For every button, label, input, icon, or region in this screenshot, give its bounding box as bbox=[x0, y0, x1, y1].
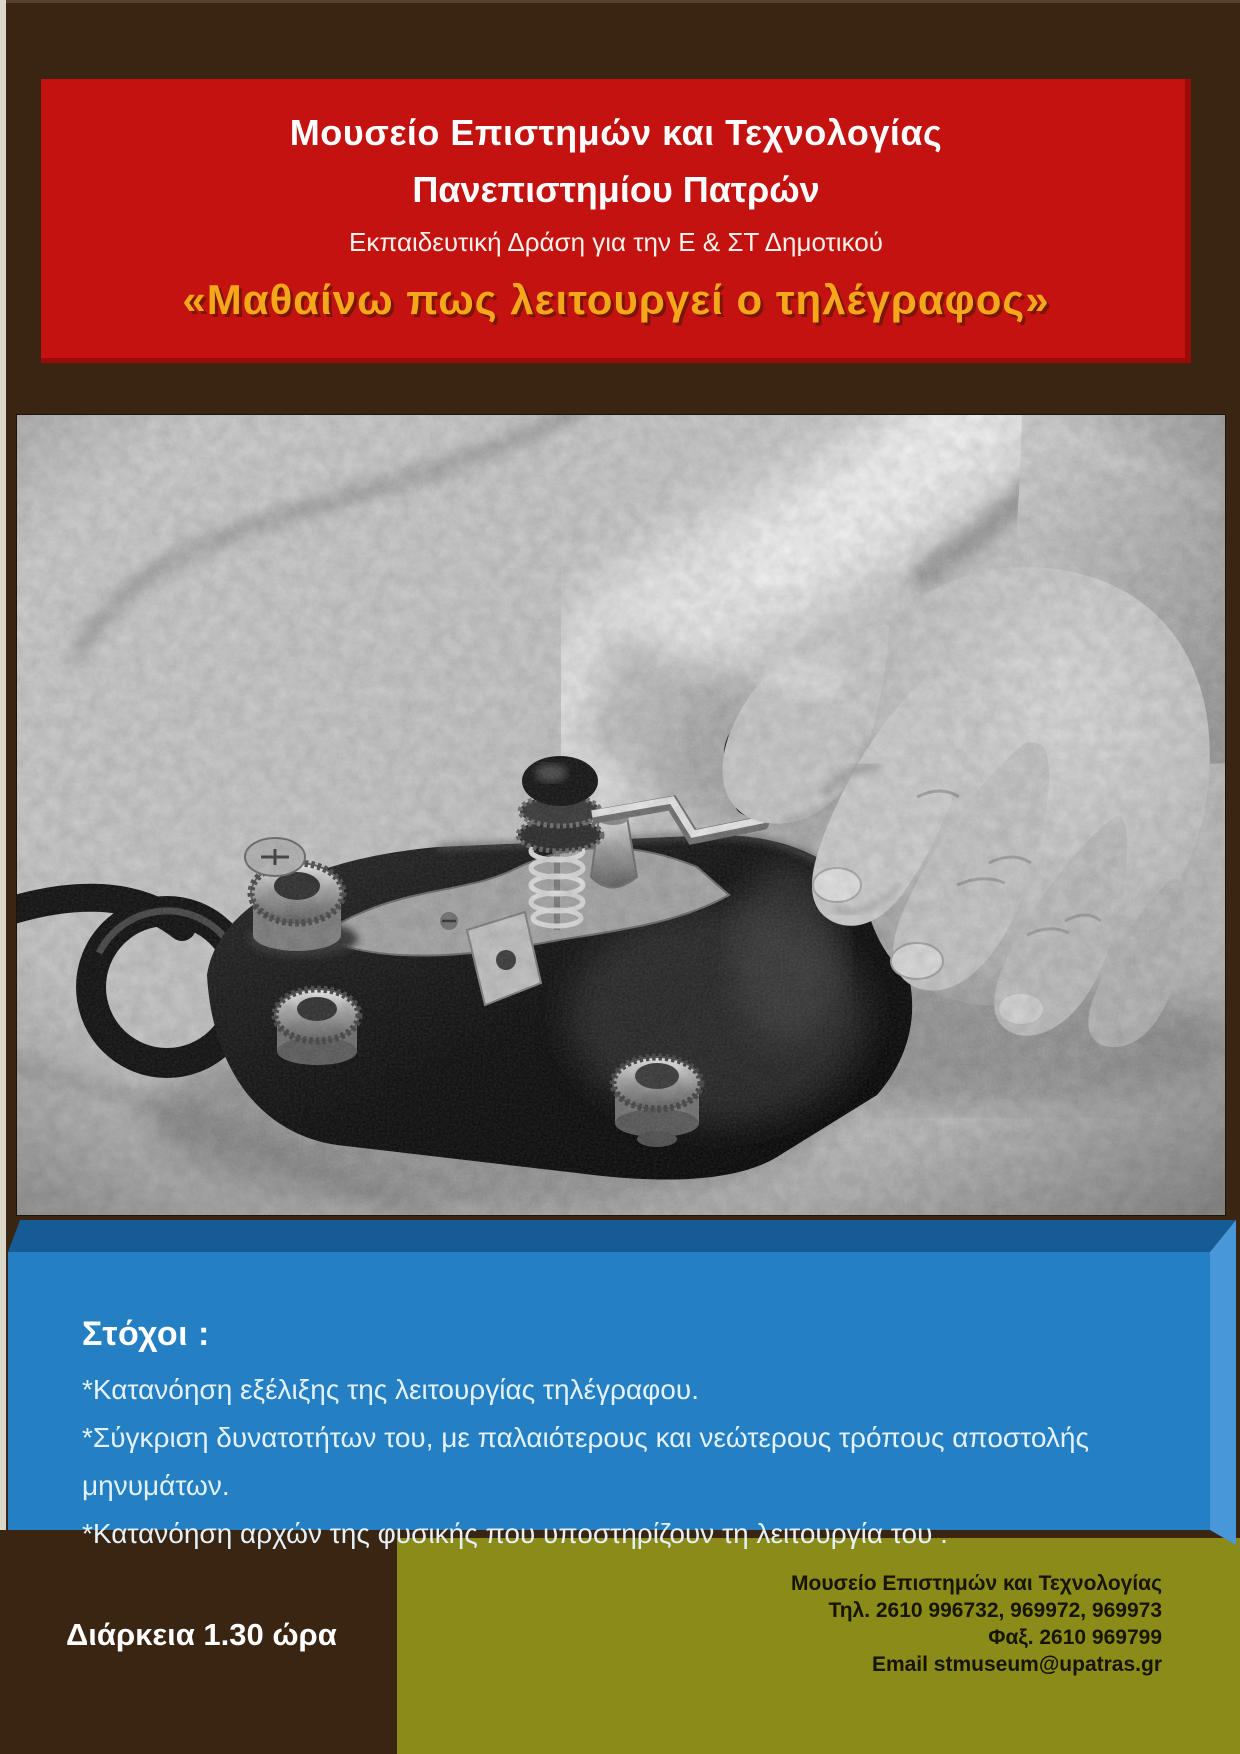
goals-heading: Στόχοι : bbox=[82, 1315, 210, 1353]
activity-title: «Μαθαίνω πως λειτουργεί ο τηλέγραφος» bbox=[182, 276, 1050, 323]
duration-label: Διάρκεια 1.30 ώρα bbox=[66, 1617, 337, 1652]
goal-item: *Κατανόηση αρχών της φυσικής που υποστηρίζουν τη λειτουργία του . bbox=[82, 1518, 948, 1549]
goals-box-front-face bbox=[8, 1252, 1210, 1549]
contact-email: Email stmuseum@upatras.gr bbox=[871, 1653, 1162, 1676]
museum-title-line2: Πανεπιστημίου Πατρών bbox=[412, 169, 820, 210]
contact-fax: Φαξ. 2610 969799 bbox=[988, 1626, 1162, 1649]
contact-museum-name: Μουσείο Επιστημών και Τεχνολογίας bbox=[791, 1572, 1162, 1595]
goal-item: *Κατανόηση εξέλιξης της λειτουργίας τηλέγραφου. bbox=[82, 1374, 699, 1405]
museum-title-line1: Μουσείο Επιστημών και Τεχνολογίας bbox=[289, 112, 943, 153]
goals-box bbox=[0, 1218, 1240, 1550]
telegraph-photo-illustration bbox=[17, 415, 1225, 1215]
goals-box-top-face bbox=[0, 1218, 1240, 1252]
page-top-edge bbox=[0, 0, 1240, 3]
goal-item: *Σύγκριση δυνατοτήτων του, με παλαιότερους και νεώτερους τρόπους αποστολής bbox=[82, 1422, 1089, 1453]
page-left-edge bbox=[0, 0, 6, 1530]
contact-box bbox=[397, 1538, 1240, 1754]
telegraph-key-photo bbox=[17, 415, 1225, 1215]
goal-item: μηνυμάτων. bbox=[82, 1470, 230, 1501]
header-banner bbox=[41, 79, 1191, 363]
contact-phone: Τηλ. 2610 996732, 969972, 969973 bbox=[828, 1599, 1162, 1622]
banner-subtitle: Εκπαιδευτική Δράση για την Ε & ΣΤ Δημοτικού bbox=[349, 227, 883, 257]
